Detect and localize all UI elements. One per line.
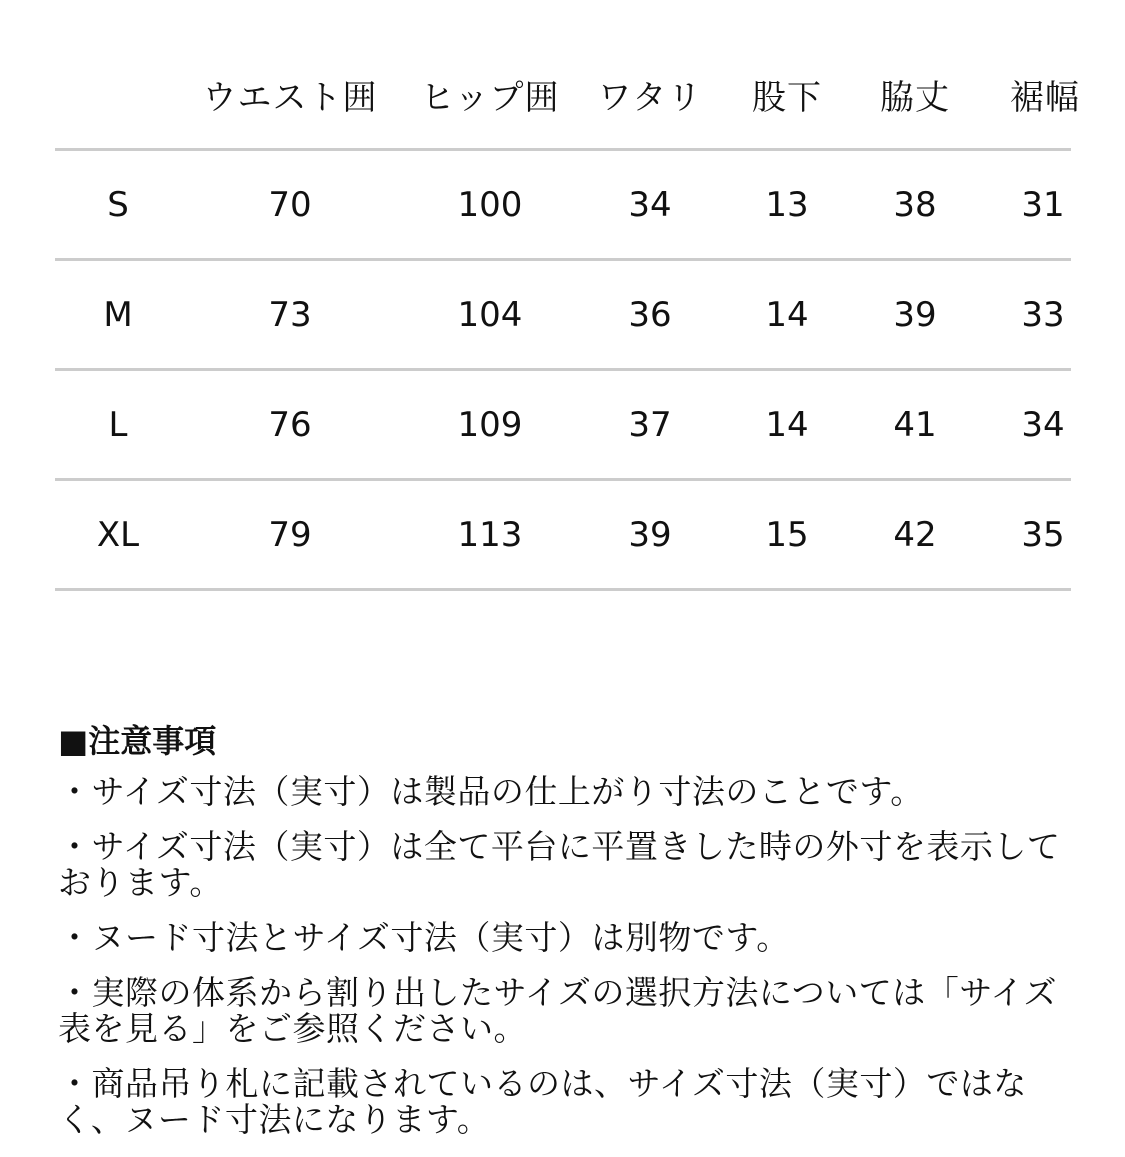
hip-value: 104 — [457, 294, 523, 335]
header-inseam: 股下 — [752, 77, 822, 118]
side-length-value: 39 — [893, 294, 937, 335]
thigh-value: 34 — [628, 184, 672, 225]
header-size — [78, 40, 158, 148]
inseam-value: 14 — [765, 404, 809, 445]
size-table — [55, 40, 1080, 591]
notes-title: ■注意事項 — [58, 722, 217, 760]
table-row — [55, 151, 1071, 261]
inseam-value: 13 — [765, 184, 809, 225]
waist-value: 70 — [268, 184, 312, 225]
table-header-row — [55, 40, 1080, 151]
header-thigh: ワタリ — [597, 77, 703, 118]
thigh-value: 37 — [628, 404, 672, 445]
table-row — [55, 481, 1071, 591]
note-item: ・サイズ寸法（実寸）は全て平台に平置きした時の外寸を表示しております。 — [58, 827, 1061, 902]
notes-section — [58, 718, 1068, 1157]
hip-value: 113 — [457, 514, 523, 555]
size-label: M — [103, 294, 133, 335]
header-side-length: 脇丈 — [880, 77, 950, 118]
thigh-value: 39 — [628, 514, 672, 555]
waist-value: 76 — [268, 404, 312, 445]
note-item: ・実際の体系から割り出したサイズの選択方法については「サイズ表を見る」をご参照ください。 — [58, 973, 1058, 1048]
table-row — [55, 371, 1071, 481]
side-length-value: 38 — [893, 184, 937, 225]
hem-width-value: 33 — [1021, 294, 1065, 335]
size-label: L — [108, 404, 128, 445]
table-row — [55, 261, 1071, 371]
note-item: ・ヌード寸法とサイズ寸法（実寸）は別物です。 — [58, 918, 790, 957]
inseam-value: 15 — [765, 514, 809, 555]
hem-width-value: 31 — [1021, 184, 1065, 225]
waist-value: 79 — [268, 514, 312, 555]
header-hip: ヒップ囲 — [420, 77, 560, 118]
header-hem-width: 裾幅 — [1010, 77, 1080, 118]
header-waist: ウエスト囲 — [202, 77, 378, 118]
hip-value: 100 — [457, 184, 523, 225]
hem-width-value: 35 — [1021, 514, 1065, 555]
size-label: XL — [96, 514, 140, 555]
side-length-value: 41 — [893, 404, 937, 445]
size-label: S — [107, 184, 129, 225]
side-length-value: 42 — [893, 514, 937, 555]
inseam-value: 14 — [765, 294, 809, 335]
waist-value: 73 — [268, 294, 312, 335]
note-item: ・商品吊り札に記載されているのは、サイズ寸法（実寸）ではなく、ヌード寸法になります。 — [58, 1064, 1027, 1139]
note-item: ・サイズ寸法（実寸）は製品の仕上がり寸法のことです。 — [58, 772, 924, 811]
hem-width-value: 34 — [1021, 404, 1065, 445]
thigh-value: 36 — [628, 294, 672, 335]
hip-value: 109 — [457, 404, 523, 445]
